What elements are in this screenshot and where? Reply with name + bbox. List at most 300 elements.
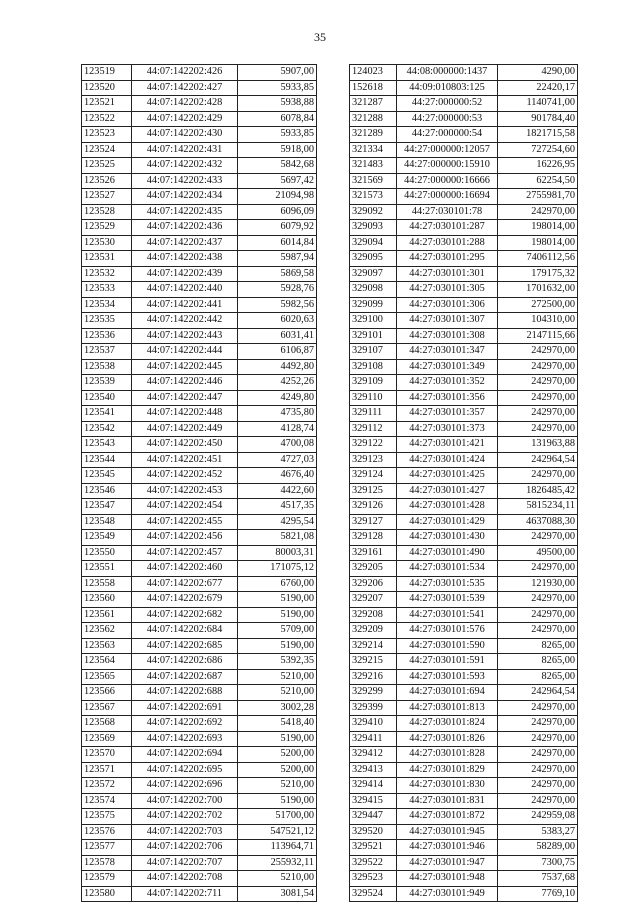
- table-row: [82, 189, 317, 205]
- table-row: [350, 762, 578, 778]
- table-row: [82, 235, 317, 251]
- record-id-cell: 321483: [350, 158, 397, 174]
- record-id-cell: 329127: [350, 514, 397, 530]
- cadastral-number-cell: 44:27:030101:947: [397, 855, 498, 871]
- cadastral-number-cell: 44:07:142202:455: [132, 514, 238, 530]
- value-cell: 242970,00: [498, 731, 578, 747]
- value-cell: 6106,87: [238, 344, 317, 360]
- value-cell: 5392,35: [238, 654, 317, 670]
- table-row: [82, 576, 317, 592]
- table-row: [82, 468, 317, 484]
- value-cell: 5987,94: [238, 251, 317, 267]
- record-id-cell: 329095: [350, 251, 397, 267]
- cadastral-number-cell: 44:27:030101:427: [397, 483, 498, 499]
- value-cell: 242970,00: [498, 762, 578, 778]
- cadastral-number-cell: 44:07:142202:693: [132, 731, 238, 747]
- record-id-cell: 123533: [82, 282, 132, 298]
- record-id-cell: 329414: [350, 778, 397, 794]
- cadastral-number-cell: 44:07:142202:443: [132, 328, 238, 344]
- record-id-cell: 123574: [82, 793, 132, 809]
- table-row: [82, 344, 317, 360]
- record-id-cell: 123543: [82, 437, 132, 453]
- cadastral-number-cell: 44:07:142202:451: [132, 452, 238, 468]
- value-cell: 5190,00: [238, 731, 317, 747]
- table-row: [82, 96, 317, 112]
- value-cell: 242970,00: [498, 623, 578, 639]
- value-cell: 5907,00: [238, 65, 317, 81]
- cadastral-number-cell: 44:07:142202:448: [132, 406, 238, 422]
- record-id-cell: 123546: [82, 483, 132, 499]
- cadastral-number-cell: 44:07:142202:703: [132, 824, 238, 840]
- cadastral-number-cell: 44:07:142202:445: [132, 359, 238, 375]
- cadastral-number-cell: 44:27:030101:813: [397, 700, 498, 716]
- record-id-cell: 329109: [350, 375, 397, 391]
- cadastral-number-cell: 44:07:142202:437: [132, 235, 238, 251]
- value-cell: 5928,76: [238, 282, 317, 298]
- cadastral-number-cell: 44:07:142202:707: [132, 855, 238, 871]
- cadastral-number-cell: 44:07:142202:457: [132, 545, 238, 561]
- record-id-cell: 123527: [82, 189, 132, 205]
- cadastral-number-cell: 44:27:000000:16666: [397, 173, 498, 189]
- value-cell: 5190,00: [238, 607, 317, 623]
- cadastral-number-cell: 44:27:000000:15910: [397, 158, 498, 174]
- cadastral-number-cell: 44:07:142202:700: [132, 793, 238, 809]
- value-cell: 242970,00: [498, 747, 578, 763]
- cadastral-number-cell: 44:27:030101:576: [397, 623, 498, 639]
- cadastral-number-cell: 44:27:000000:53: [397, 111, 498, 127]
- table-row: [350, 685, 578, 701]
- record-id-cell: 124023: [350, 65, 397, 81]
- value-cell: 5933,85: [238, 80, 317, 96]
- record-id-cell: 123523: [82, 127, 132, 143]
- value-cell: 22420,17: [498, 80, 578, 96]
- record-id-cell: 329125: [350, 483, 397, 499]
- value-cell: 242964,54: [498, 452, 578, 468]
- record-id-cell: 329098: [350, 282, 397, 298]
- cadastral-number-cell: 44:09:010803:125: [397, 80, 498, 96]
- cadastral-number-cell: 44:07:142202:429: [132, 111, 238, 127]
- cadastral-number-cell: 44:27:000000:12057: [397, 142, 498, 158]
- cadastral-number-cell: 44:27:030101:421: [397, 437, 498, 453]
- value-cell: 8265,00: [498, 638, 578, 654]
- table-row: [350, 297, 578, 313]
- table-row: [82, 80, 317, 96]
- record-id-cell: 123568: [82, 716, 132, 732]
- cadastral-number-cell: 44:07:142202:708: [132, 871, 238, 887]
- record-id-cell: 123572: [82, 778, 132, 794]
- table-row: [350, 359, 578, 375]
- cadastral-number-cell: 44:07:142202:447: [132, 390, 238, 406]
- table-row: [350, 204, 578, 220]
- value-cell: 242970,00: [498, 607, 578, 623]
- cadastral-number-cell: 44:07:142202:684: [132, 623, 238, 639]
- cadastral-number-cell: 44:27:030101:429: [397, 514, 498, 530]
- value-cell: 2147115,66: [498, 328, 578, 344]
- page-number: 35: [314, 30, 326, 44]
- table-row: [350, 747, 578, 763]
- table-row: [350, 127, 578, 143]
- table-row: [350, 189, 578, 205]
- value-cell: 7769,10: [498, 886, 578, 902]
- value-cell: 49500,00: [498, 545, 578, 561]
- cadastral-number-cell: 44:07:142202:450: [132, 437, 238, 453]
- cadastral-number-cell: 44:07:142202:438: [132, 251, 238, 267]
- table-row: [350, 824, 578, 840]
- cadastral-number-cell: 44:27:000000:16694: [397, 189, 498, 205]
- cadastral-number-cell: 44:07:142202:688: [132, 685, 238, 701]
- value-cell: 121930,00: [498, 576, 578, 592]
- cadastral-number-cell: 44:27:030101:287: [397, 220, 498, 236]
- value-cell: 242970,00: [498, 793, 578, 809]
- value-cell: 5918,00: [238, 142, 317, 158]
- cadastral-number-cell: 44:27:030101:349: [397, 359, 498, 375]
- value-cell: 242970,00: [498, 530, 578, 546]
- record-id-cell: 123540: [82, 390, 132, 406]
- table-row: [82, 158, 317, 174]
- table-row: [350, 809, 578, 825]
- value-cell: 5697,42: [238, 173, 317, 189]
- cadastral-number-cell: 44:27:030101:829: [397, 762, 498, 778]
- value-cell: 2755981,70: [498, 189, 578, 205]
- record-id-cell: 329214: [350, 638, 397, 654]
- cadastral-number-cell: 44:07:142202:427: [132, 80, 238, 96]
- value-cell: 547521,12: [238, 824, 317, 840]
- cadastral-number-cell: 44:07:142202:453: [132, 483, 238, 499]
- value-cell: 5210,00: [238, 685, 317, 701]
- table-row: [350, 235, 578, 251]
- table-row: [82, 871, 317, 887]
- table-row: [350, 142, 578, 158]
- table-row: [350, 375, 578, 391]
- table-row: [82, 437, 317, 453]
- value-cell: 7300,75: [498, 855, 578, 871]
- record-id-cell: 329520: [350, 824, 397, 840]
- value-cell: 242970,00: [498, 390, 578, 406]
- record-id-cell: 123534: [82, 297, 132, 313]
- value-cell: 21094,98: [238, 189, 317, 205]
- value-cell: 242970,00: [498, 204, 578, 220]
- table-row: [82, 328, 317, 344]
- table-row: [82, 886, 317, 902]
- table-row: [82, 840, 317, 856]
- cadastral-number-cell: 44:07:142202:444: [132, 344, 238, 360]
- table-row: [350, 855, 578, 871]
- cadastral-number-cell: 44:27:030101:373: [397, 421, 498, 437]
- record-id-cell: 329107: [350, 344, 397, 360]
- cadastral-number-cell: 44:27:030101:301: [397, 266, 498, 282]
- table-row: [82, 654, 317, 670]
- table-row: [82, 406, 317, 422]
- table-row: [82, 297, 317, 313]
- record-id-cell: 123576: [82, 824, 132, 840]
- table-row: [82, 142, 317, 158]
- table-row: [350, 421, 578, 437]
- cadastral-number-cell: 44:27:030101:295: [397, 251, 498, 267]
- value-cell: 6079,92: [238, 220, 317, 236]
- record-id-cell: 329521: [350, 840, 397, 856]
- table-row: [350, 251, 578, 267]
- record-id-cell: 123571: [82, 762, 132, 778]
- table-row: [82, 545, 317, 561]
- value-cell: 4128,74: [238, 421, 317, 437]
- value-cell: 5869,58: [238, 266, 317, 282]
- cadastral-number-cell: 44:07:142202:460: [132, 561, 238, 577]
- value-cell: 5821,08: [238, 530, 317, 546]
- table-row: [350, 576, 578, 592]
- value-cell: 901784,40: [498, 111, 578, 127]
- table-row: [82, 793, 317, 809]
- value-cell: 104310,00: [498, 313, 578, 329]
- record-id-cell: 123551: [82, 561, 132, 577]
- value-cell: 3081,54: [238, 886, 317, 902]
- value-cell: 4517,35: [238, 499, 317, 515]
- cadastral-number-cell: 44:07:142202:711: [132, 886, 238, 902]
- cadastral-number-cell: 44:27:030101:490: [397, 545, 498, 561]
- value-cell: 8265,00: [498, 669, 578, 685]
- table-row: [82, 623, 317, 639]
- cadastral-number-cell: 44:07:142202:449: [132, 421, 238, 437]
- value-cell: 80003,31: [238, 545, 317, 561]
- cadastral-number-cell: 44:07:142202:691: [132, 700, 238, 716]
- cadastral-number-cell: 44:27:030101:78: [397, 204, 498, 220]
- record-id-cell: 123562: [82, 623, 132, 639]
- value-cell: 5190,00: [238, 793, 317, 809]
- cadastral-number-cell: 44:07:142202:696: [132, 778, 238, 794]
- record-id-cell: 123569: [82, 731, 132, 747]
- cadastral-number-cell: 44:27:000000:52: [397, 96, 498, 112]
- value-cell: 4492,80: [238, 359, 317, 375]
- record-id-cell: 123536: [82, 328, 132, 344]
- value-cell: 5938,88: [238, 96, 317, 112]
- table-row: [82, 607, 317, 623]
- value-cell: 4252,26: [238, 375, 317, 391]
- cadastral-number-cell: 44:27:030101:826: [397, 731, 498, 747]
- record-id-cell: 123561: [82, 607, 132, 623]
- record-id-cell: 329522: [350, 855, 397, 871]
- cadastral-number-cell: 44:07:142202:702: [132, 809, 238, 825]
- value-cell: 242970,00: [498, 592, 578, 608]
- value-cell: 179175,32: [498, 266, 578, 282]
- table-row: [350, 65, 578, 81]
- cadastral-number-cell: 44:07:142202:686: [132, 654, 238, 670]
- table-row: [82, 747, 317, 763]
- table-row: [350, 592, 578, 608]
- value-cell: 242964,54: [498, 685, 578, 701]
- record-id-cell: 123577: [82, 840, 132, 856]
- record-id-cell: 329299: [350, 685, 397, 701]
- table-row: [82, 514, 317, 530]
- value-cell: 1701632,00: [498, 282, 578, 298]
- value-cell: 5982,56: [238, 297, 317, 313]
- cadastral-number-cell: 44:27:030101:945: [397, 824, 498, 840]
- record-id-cell: 329410: [350, 716, 397, 732]
- record-id-cell: 123526: [82, 173, 132, 189]
- table-row: [350, 700, 578, 716]
- table-row: [350, 793, 578, 809]
- cadastral-number-cell: 44:27:030101:356: [397, 390, 498, 406]
- table-row: [82, 530, 317, 546]
- value-cell: 242970,00: [498, 359, 578, 375]
- value-cell: 5200,00: [238, 747, 317, 763]
- value-cell: 727254,60: [498, 142, 578, 158]
- table-row: [350, 871, 578, 887]
- cadastral-number-cell: 44:07:142202:426: [132, 65, 238, 81]
- cadastral-number-cell: 44:07:142202:435: [132, 204, 238, 220]
- record-id-cell: 123550: [82, 545, 132, 561]
- record-id-cell: 329126: [350, 499, 397, 515]
- record-id-cell: 123524: [82, 142, 132, 158]
- cadastral-number-cell: 44:07:142202:692: [132, 716, 238, 732]
- table-row: [82, 685, 317, 701]
- value-cell: 4735,80: [238, 406, 317, 422]
- record-id-cell: 329523: [350, 871, 397, 887]
- record-id-cell: 123541: [82, 406, 132, 422]
- table-row: [350, 654, 578, 670]
- value-cell: 242970,00: [498, 700, 578, 716]
- cadastral-number-cell: 44:07:142202:433: [132, 173, 238, 189]
- cadastral-number-cell: 44:07:142202:442: [132, 313, 238, 329]
- cadastral-number-cell: 44:27:030101:872: [397, 809, 498, 825]
- table-row: [350, 886, 578, 902]
- value-cell: 5815234,11: [498, 499, 578, 515]
- record-id-cell: 329122: [350, 437, 397, 453]
- cadastral-number-cell: 44:08:000000:1437: [397, 65, 498, 81]
- record-id-cell: 123529: [82, 220, 132, 236]
- cadastral-number-cell: 44:07:142202:439: [132, 266, 238, 282]
- value-cell: 5210,00: [238, 778, 317, 794]
- value-cell: 242970,00: [498, 344, 578, 360]
- cadastral-number-cell: 44:07:142202:687: [132, 669, 238, 685]
- record-id-cell: 123558: [82, 576, 132, 592]
- cadastral-number-cell: 44:07:142202:436: [132, 220, 238, 236]
- record-id-cell: 321289: [350, 127, 397, 143]
- record-id-cell: 123520: [82, 80, 132, 96]
- record-id-cell: 123575: [82, 809, 132, 825]
- record-id-cell: 123578: [82, 855, 132, 871]
- value-cell: 7406112,56: [498, 251, 578, 267]
- table-row: [350, 313, 578, 329]
- value-cell: 6020,63: [238, 313, 317, 329]
- table-row: [350, 452, 578, 468]
- value-cell: 4637088,30: [498, 514, 578, 530]
- table-row: [350, 514, 578, 530]
- record-id-cell: 123565: [82, 669, 132, 685]
- value-cell: 242970,00: [498, 406, 578, 422]
- cadastral-number-cell: 44:27:030101:539: [397, 592, 498, 608]
- record-id-cell: 329412: [350, 747, 397, 763]
- value-cell: 5200,00: [238, 762, 317, 778]
- cadastral-number-cell: 44:27:030101:352: [397, 375, 498, 391]
- cadastral-number-cell: 44:27:030101:430: [397, 530, 498, 546]
- record-id-cell: 321334: [350, 142, 397, 158]
- record-id-cell: 123548: [82, 514, 132, 530]
- table-row: [82, 173, 317, 189]
- cadastral-number-cell: 44:27:030101:948: [397, 871, 498, 887]
- table-row: [350, 344, 578, 360]
- record-id-cell: 123531: [82, 251, 132, 267]
- cadastral-number-cell: 44:27:030101:828: [397, 747, 498, 763]
- table-row: [82, 421, 317, 437]
- table-body-right: [350, 65, 578, 902]
- record-id-cell: 123567: [82, 700, 132, 716]
- table-row: [350, 158, 578, 174]
- record-id-cell: 123530: [82, 235, 132, 251]
- cadastral-number-cell: 44:27:030101:424: [397, 452, 498, 468]
- value-cell: 5210,00: [238, 669, 317, 685]
- table-row: [82, 669, 317, 685]
- record-id-cell: 123560: [82, 592, 132, 608]
- value-cell: 5842,68: [238, 158, 317, 174]
- cadastral-number-cell: 44:07:142202:677: [132, 576, 238, 592]
- cadastral-number-cell: 44:27:030101:357: [397, 406, 498, 422]
- value-cell: 5418,40: [238, 716, 317, 732]
- cadastral-number-cell: 44:27:030101:308: [397, 328, 498, 344]
- table-body-left: [82, 65, 317, 902]
- record-id-cell: 329124: [350, 468, 397, 484]
- table-row: [82, 499, 317, 515]
- value-cell: 5190,00: [238, 638, 317, 654]
- value-cell: 58289,00: [498, 840, 578, 856]
- value-cell: 255932,11: [238, 855, 317, 871]
- cadastral-number-cell: 44:27:030101:830: [397, 778, 498, 794]
- cadastral-table-right: [349, 64, 578, 902]
- table-row: [350, 173, 578, 189]
- table-row: [82, 716, 317, 732]
- record-id-cell: 329447: [350, 809, 397, 825]
- value-cell: 272500,00: [498, 297, 578, 313]
- value-cell: 4727,03: [238, 452, 317, 468]
- cadastral-number-cell: 44:07:142202:694: [132, 747, 238, 763]
- cadastral-number-cell: 44:27:030101:306: [397, 297, 498, 313]
- cadastral-number-cell: 44:27:030101:831: [397, 793, 498, 809]
- record-id-cell: 329094: [350, 235, 397, 251]
- cadastral-table-left: [81, 64, 317, 902]
- record-id-cell: 123545: [82, 468, 132, 484]
- value-cell: 3002,28: [238, 700, 317, 716]
- table-row: [350, 468, 578, 484]
- record-id-cell: 321573: [350, 189, 397, 205]
- cadastral-number-cell: 44:27:030101:694: [397, 685, 498, 701]
- table-row: [82, 638, 317, 654]
- record-id-cell: 329099: [350, 297, 397, 313]
- record-id-cell: 329110: [350, 390, 397, 406]
- table-row: [350, 266, 578, 282]
- record-id-cell: 329112: [350, 421, 397, 437]
- table-row: [82, 561, 317, 577]
- record-id-cell: 329524: [350, 886, 397, 902]
- table-row: [82, 65, 317, 81]
- record-id-cell: 329216: [350, 669, 397, 685]
- record-id-cell: 329092: [350, 204, 397, 220]
- cadastral-number-cell: 44:27:030101:824: [397, 716, 498, 732]
- value-cell: 242970,00: [498, 561, 578, 577]
- value-cell: 5933,85: [238, 127, 317, 143]
- table-row: [82, 282, 317, 298]
- value-cell: 4422,60: [238, 483, 317, 499]
- value-cell: 4295,54: [238, 514, 317, 530]
- record-id-cell: 329123: [350, 452, 397, 468]
- record-id-cell: 152618: [350, 80, 397, 96]
- value-cell: 5709,00: [238, 623, 317, 639]
- value-cell: 113964,71: [238, 840, 317, 856]
- table-row: [82, 127, 317, 143]
- record-id-cell: 123564: [82, 654, 132, 670]
- cadastral-number-cell: 44:27:030101:534: [397, 561, 498, 577]
- cadastral-number-cell: 44:07:142202:428: [132, 96, 238, 112]
- value-cell: 131963,88: [498, 437, 578, 453]
- table-row: [82, 855, 317, 871]
- value-cell: 242970,00: [498, 778, 578, 794]
